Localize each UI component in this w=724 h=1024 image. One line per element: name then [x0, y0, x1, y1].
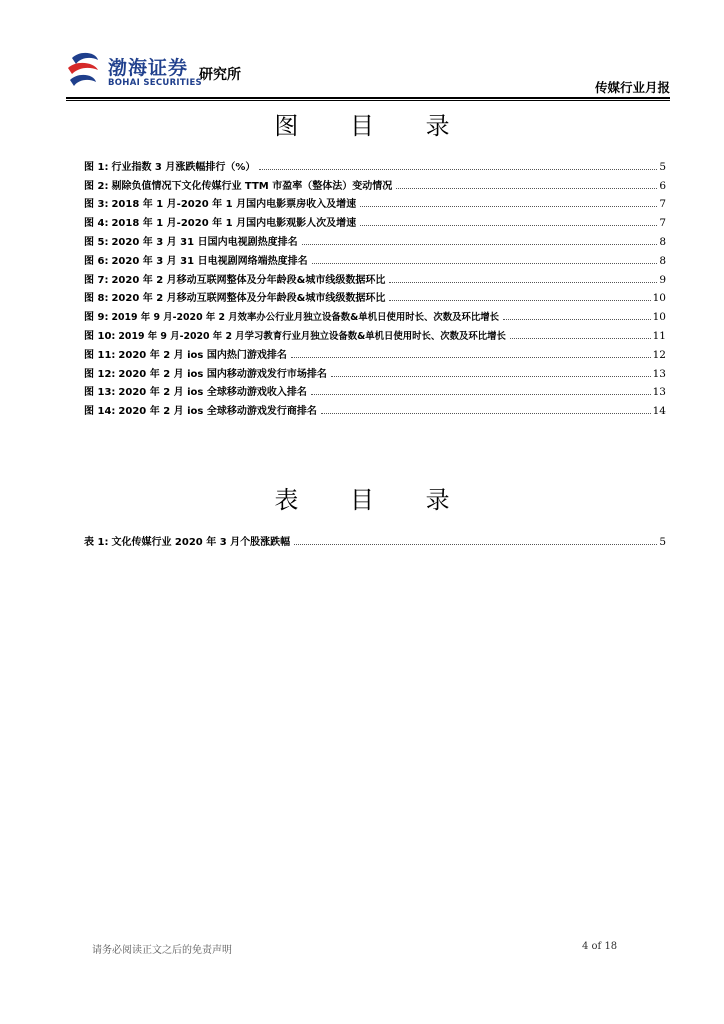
toc-entry-title: 2020 年 3 月 31 日国内电视剧热度排名 — [111, 236, 298, 248]
toc-entry-title: 2018 年 1 月-2020 年 1 月国内电影票房收入及增速 — [111, 199, 357, 211]
toc-leader-dots — [302, 244, 658, 245]
toc-leader-dots — [294, 544, 657, 545]
toc-entry-page: 6 — [659, 179, 666, 192]
figures-toc-title: 图 目 录 — [274, 112, 472, 140]
department-name: 研究所 — [199, 67, 241, 83]
report-header — [66, 50, 670, 98]
toc-entry-title: 2020 年 2 月移动互联网整体及分年龄段&城市线级数据环比 — [111, 274, 386, 286]
toc-entry-label: 图 4: — [84, 218, 109, 230]
header-divider — [66, 97, 670, 99]
toc-entry[interactable] — [84, 529, 666, 548]
toc-entry-title: 2020 年 2 月 ios 国内热门游戏排名 — [118, 349, 287, 361]
toc-entry-label: 图 11: — [84, 349, 116, 361]
toc-entry-label: 图 3: — [84, 199, 109, 211]
toc-entry[interactable] — [84, 154, 666, 173]
toc-leader-dots — [503, 319, 651, 320]
toc-leader-dots — [259, 169, 657, 170]
toc-entry-page: 10 — [652, 292, 666, 305]
toc-entry-label: 图 1: — [84, 161, 109, 173]
toc-entry[interactable] — [84, 192, 666, 211]
toc-entry-label: 图 8: — [84, 293, 109, 305]
toc-entry-page: 5 — [659, 160, 666, 173]
toc-entry[interactable] — [84, 342, 666, 361]
toc-entry[interactable] — [84, 173, 666, 192]
toc-entry-label: 图 13: — [84, 387, 116, 399]
toc-entry[interactable] — [84, 380, 666, 399]
toc-entry-page: 11 — [652, 329, 666, 342]
toc-entry-title: 2018 年 1 月-2020 年 1 月国内电影观影人次及增速 — [111, 218, 357, 230]
toc-entry-title: 2019 年 9 月-2020 年 2 月学习教育行业月独立设备数&单机日使用时长、次数及环比增长 — [118, 330, 506, 342]
bohai-logo-icon — [66, 50, 102, 88]
toc-entry-label: 图 6: — [84, 255, 109, 267]
toc-entry-label: 图 14: — [84, 406, 116, 418]
tables-toc-list — [84, 529, 666, 548]
report-type: 传媒行业月报 — [594, 80, 670, 95]
toc-entry-title: 2020 年 2 月 ios 国内移动游戏发行市场排名 — [118, 368, 327, 380]
toc-entry-label: 图 12: — [84, 368, 116, 380]
toc-entry-page: 13 — [652, 367, 666, 380]
toc-entry-title: 2020 年 2 月 ios 全球移动游戏收入排名 — [118, 387, 307, 399]
toc-entry-page: 8 — [659, 235, 666, 248]
toc-entry-title: 2020 年 3 月 31 日电视剧网络端热度排名 — [111, 255, 308, 267]
toc-entry-title: 剔除负值情况下文化传媒行业 TTM 市盈率（整体法）变动情况 — [111, 180, 393, 192]
toc-leader-dots — [389, 282, 657, 283]
toc-entry[interactable] — [84, 267, 666, 286]
toc-entry-label: 图 10: — [84, 330, 116, 342]
toc-entry-label: 图 7: — [84, 274, 109, 286]
toc-entry-title: 2019 年 9 月-2020 年 2 月效率办公行业月独立设备数&单机日使用时长、次数及环比增长 — [111, 312, 499, 324]
toc-entry-page: 10 — [652, 311, 666, 324]
toc-entry[interactable] — [84, 229, 666, 248]
toc-entry-page: 9 — [659, 273, 666, 286]
toc-entry-label: 图 2: — [84, 180, 109, 192]
toc-leader-dots — [321, 413, 651, 414]
footer-page-number: 4 of 18 — [582, 941, 618, 952]
toc-entry-page: 5 — [659, 535, 666, 548]
toc-leader-dots — [396, 188, 657, 189]
toc-entry[interactable] — [84, 286, 666, 305]
company-name-en: BOHAI SECURITIES — [108, 78, 202, 88]
toc-leader-dots — [510, 338, 651, 339]
toc-entry-label: 图 9: — [84, 312, 109, 324]
toc-entry[interactable] — [84, 361, 666, 380]
toc-entry-page: 13 — [652, 386, 666, 399]
toc-entry[interactable] — [84, 323, 666, 342]
header-divider-thin — [66, 100, 670, 101]
toc-leader-dots — [312, 263, 658, 264]
toc-leader-dots — [360, 225, 657, 226]
toc-entry-label: 图 5: — [84, 236, 109, 248]
toc-leader-dots — [389, 300, 650, 301]
toc-leader-dots — [331, 376, 651, 377]
footer-disclaimer: 请务必阅读正文之后的免责声明 — [92, 945, 232, 956]
toc-entry[interactable] — [84, 248, 666, 267]
toc-entry[interactable] — [84, 304, 666, 323]
toc-leader-dots — [291, 357, 651, 358]
toc-entry-title: 2020 年 2 月 ios 全球移动游戏发行商排名 — [118, 406, 317, 418]
toc-entry-title: 文化传媒行业 2020 年 3 月个股涨跌幅 — [111, 536, 291, 548]
toc-leader-dots — [311, 394, 651, 395]
toc-entry-title: 行业指数 3 月涨跌幅排行（%） — [111, 161, 256, 173]
toc-entry-title: 2020 年 2 月移动互联网整体及分年龄段&城市线级数据环比 — [111, 293, 386, 305]
toc-entry[interactable] — [84, 398, 666, 417]
toc-leader-dots — [360, 206, 657, 207]
company-name-cn: 渤海证券 — [108, 57, 189, 79]
toc-entry-page: 8 — [659, 254, 666, 267]
tables-toc-title: 表 目 录 — [274, 486, 472, 514]
toc-entry-page: 7 — [659, 198, 666, 211]
toc-entry-label: 表 1: — [84, 536, 109, 548]
toc-entry-page: 12 — [652, 348, 666, 361]
toc-entry-page: 14 — [652, 405, 666, 418]
figures-toc-list — [84, 154, 666, 417]
toc-entry-page: 7 — [659, 217, 666, 230]
toc-entry[interactable] — [84, 210, 666, 229]
